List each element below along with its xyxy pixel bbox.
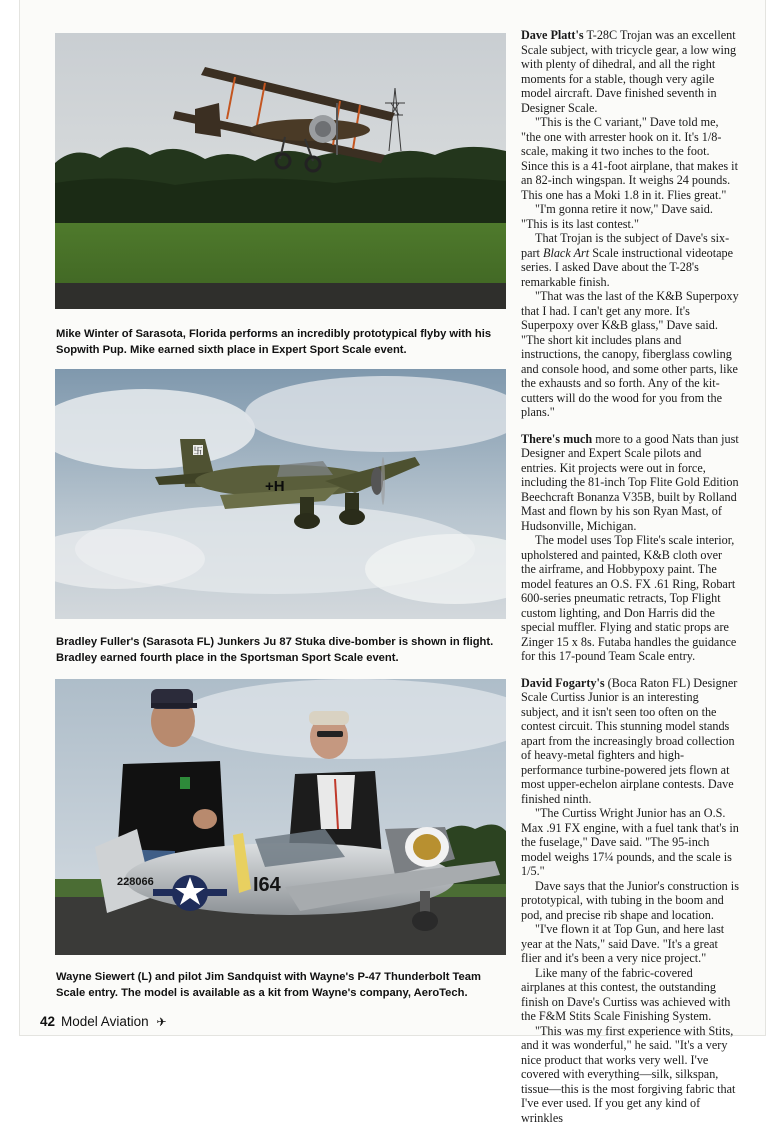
article-paragraph (521, 432, 739, 534)
svg-text:卐: 卐 (193, 446, 202, 457)
article-paragraph: The model uses Top Flite's scale interior, upholstered and painted, K&B cloth over the airframe, and Hobbypoxy paint. The model features an O.S. FX .61 Ring, Robart 600-series pneumatic retracts, Top Flight custom lighting, and Don Harris did the special muffler. Flying and static props are Zinger 15 x 8s. Futaba handles the guidance for this 17-pound Team Scale entry. (521, 533, 739, 664)
article-paragraph: "That was the last of the K&B Superpoxy that I had. I can't get any more. It's Superpoxy over K&B glass," Dave said. "The short kit includes plans and instructions, the canopy, fiberglass cowling and console hood, and some other parts, like the exhausts and so forth. Any of the kit-cutters will do the wood for you from the plans." (521, 289, 739, 420)
paragraph-lead: There's much (521, 432, 592, 446)
page-footer (40, 1014, 166, 1029)
photo-p47 (55, 679, 506, 955)
article-paragraph (521, 231, 739, 289)
caption-stuka: Bradley Fuller's (Sarasota FL) Junkers Ju 87 Stuka dive-bomber is shown in flight. Bradley earned fourth place in the Sportsman Sport Scale event. (56, 635, 508, 666)
paragraph-text: more to a good Nats than just Designer and Expert Scale pilots and entries. Kit projects were out in force, including the 81-inch Top Flite Gold Edition Beechcraft Bonanza V35B, built by Rolland Mast and flown by his son Ryan Mast, of Hudsonville, Michigan. (521, 432, 739, 533)
video-series-title: Black Art (543, 246, 589, 260)
article-paragraph: "The Curtiss Wright Junior has an O.S. Max .91 FX engine, with a fuel tank that's in the fuselage," Dave said. "The 95-inch model weighs 17¼ pounds, and the scale is 1/5." (521, 806, 739, 879)
paragraph-text: T-28C Trojan was an excellent Scale subject, with tricycle gear, a low wing with plenty of dihedral, and all the right moments for a stable, though very agile model aircraft. Dave finished seventh in Designer Scale. (521, 28, 736, 115)
airplane-icon: ✈ (156, 1015, 166, 1029)
p47-serial: 228066 (117, 876, 154, 888)
paragraph-lead: David Fogarty's (521, 676, 605, 690)
stuka-image (55, 369, 506, 619)
sopwith-pup-image (55, 33, 506, 309)
article-paragraph: Like many of the fabric-covered airplanes at this contest, the outstanding finish on Dave's Curtiss was achieved with the F&M Stits Scale Finishing System. (521, 966, 739, 1024)
paragraph-text: That Trojan is the subject of Dave's six-part (521, 231, 729, 260)
article-paragraph: "I'm gonna retire it now," Dave said. "This is its last contest." (521, 202, 739, 231)
stuka-marking: +H (265, 478, 285, 495)
page-number: 42 (40, 1014, 55, 1029)
photo-sopwith-pup (55, 33, 506, 309)
article-paragraph (521, 676, 739, 807)
paragraph-text: (Boca Raton FL) Designer Scale Curtiss Junior is an interesting subject, and it isn't seen too often on the contest circuit. This stunning model stands apart from the increasingly broad collection of heavy-metal fighters and high-performance turbine-powered jets flown at most upper-echelon airplane contests. Dave finished ninth. (521, 676, 737, 806)
caption-p47: Wayne Siewert (L) and pilot Jim Sandquist with Wayne's P-47 Thunderbolt Team Scale entry. The model is available as a kit from Wayne's company, AeroTech. (56, 970, 508, 1001)
article-paragraph: "I've flown it at Top Gun, and here last year at the Nats," said Dave. "It's a great flier and it's been a very nice project." (521, 922, 739, 966)
magazine-title: Model Aviation (61, 1014, 149, 1029)
photo-stuka (55, 369, 506, 619)
caption-sopwith-pup: Mike Winter of Sarasota, Florida performs an incredibly prototypical flyby with his Sopwith Pup. Mike earned sixth place in Expert Sport Scale event. (56, 327, 508, 358)
article-paragraph: "This was my first experience with Stits, and it was wonderful," he said. "It's a very nice product that works very well. I've covered with everything—silk, silkspan, tissue—this is the most forgiving fabric that I've ever used. If you get any kind of wrinkles (521, 1024, 739, 1125)
p47-code: I64 (253, 874, 282, 896)
paragraph-text: Scale instructional videotape series. I asked Dave about the T-28's remarkable finish. (521, 246, 733, 289)
article-paragraph (521, 28, 739, 115)
article-paragraph: "This is the C variant," Dave told me, "the one with arrester hook on it. It's 1/8-scale, making it two inches to the foot. Since this is a 41-foot airplane, that makes it an 82-inch wingspan. It weighs 24 pounds. This one has a Moki 1.8 in it. Flies great." (521, 115, 739, 202)
article-column (521, 28, 739, 1125)
p47-image (55, 679, 506, 955)
article-paragraph: Dave says that the Junior's construction is prototypical, with tubing in the boom and pod, and precise rib shape and location. (521, 879, 739, 923)
paragraph-lead: Dave Platt's (521, 28, 584, 42)
